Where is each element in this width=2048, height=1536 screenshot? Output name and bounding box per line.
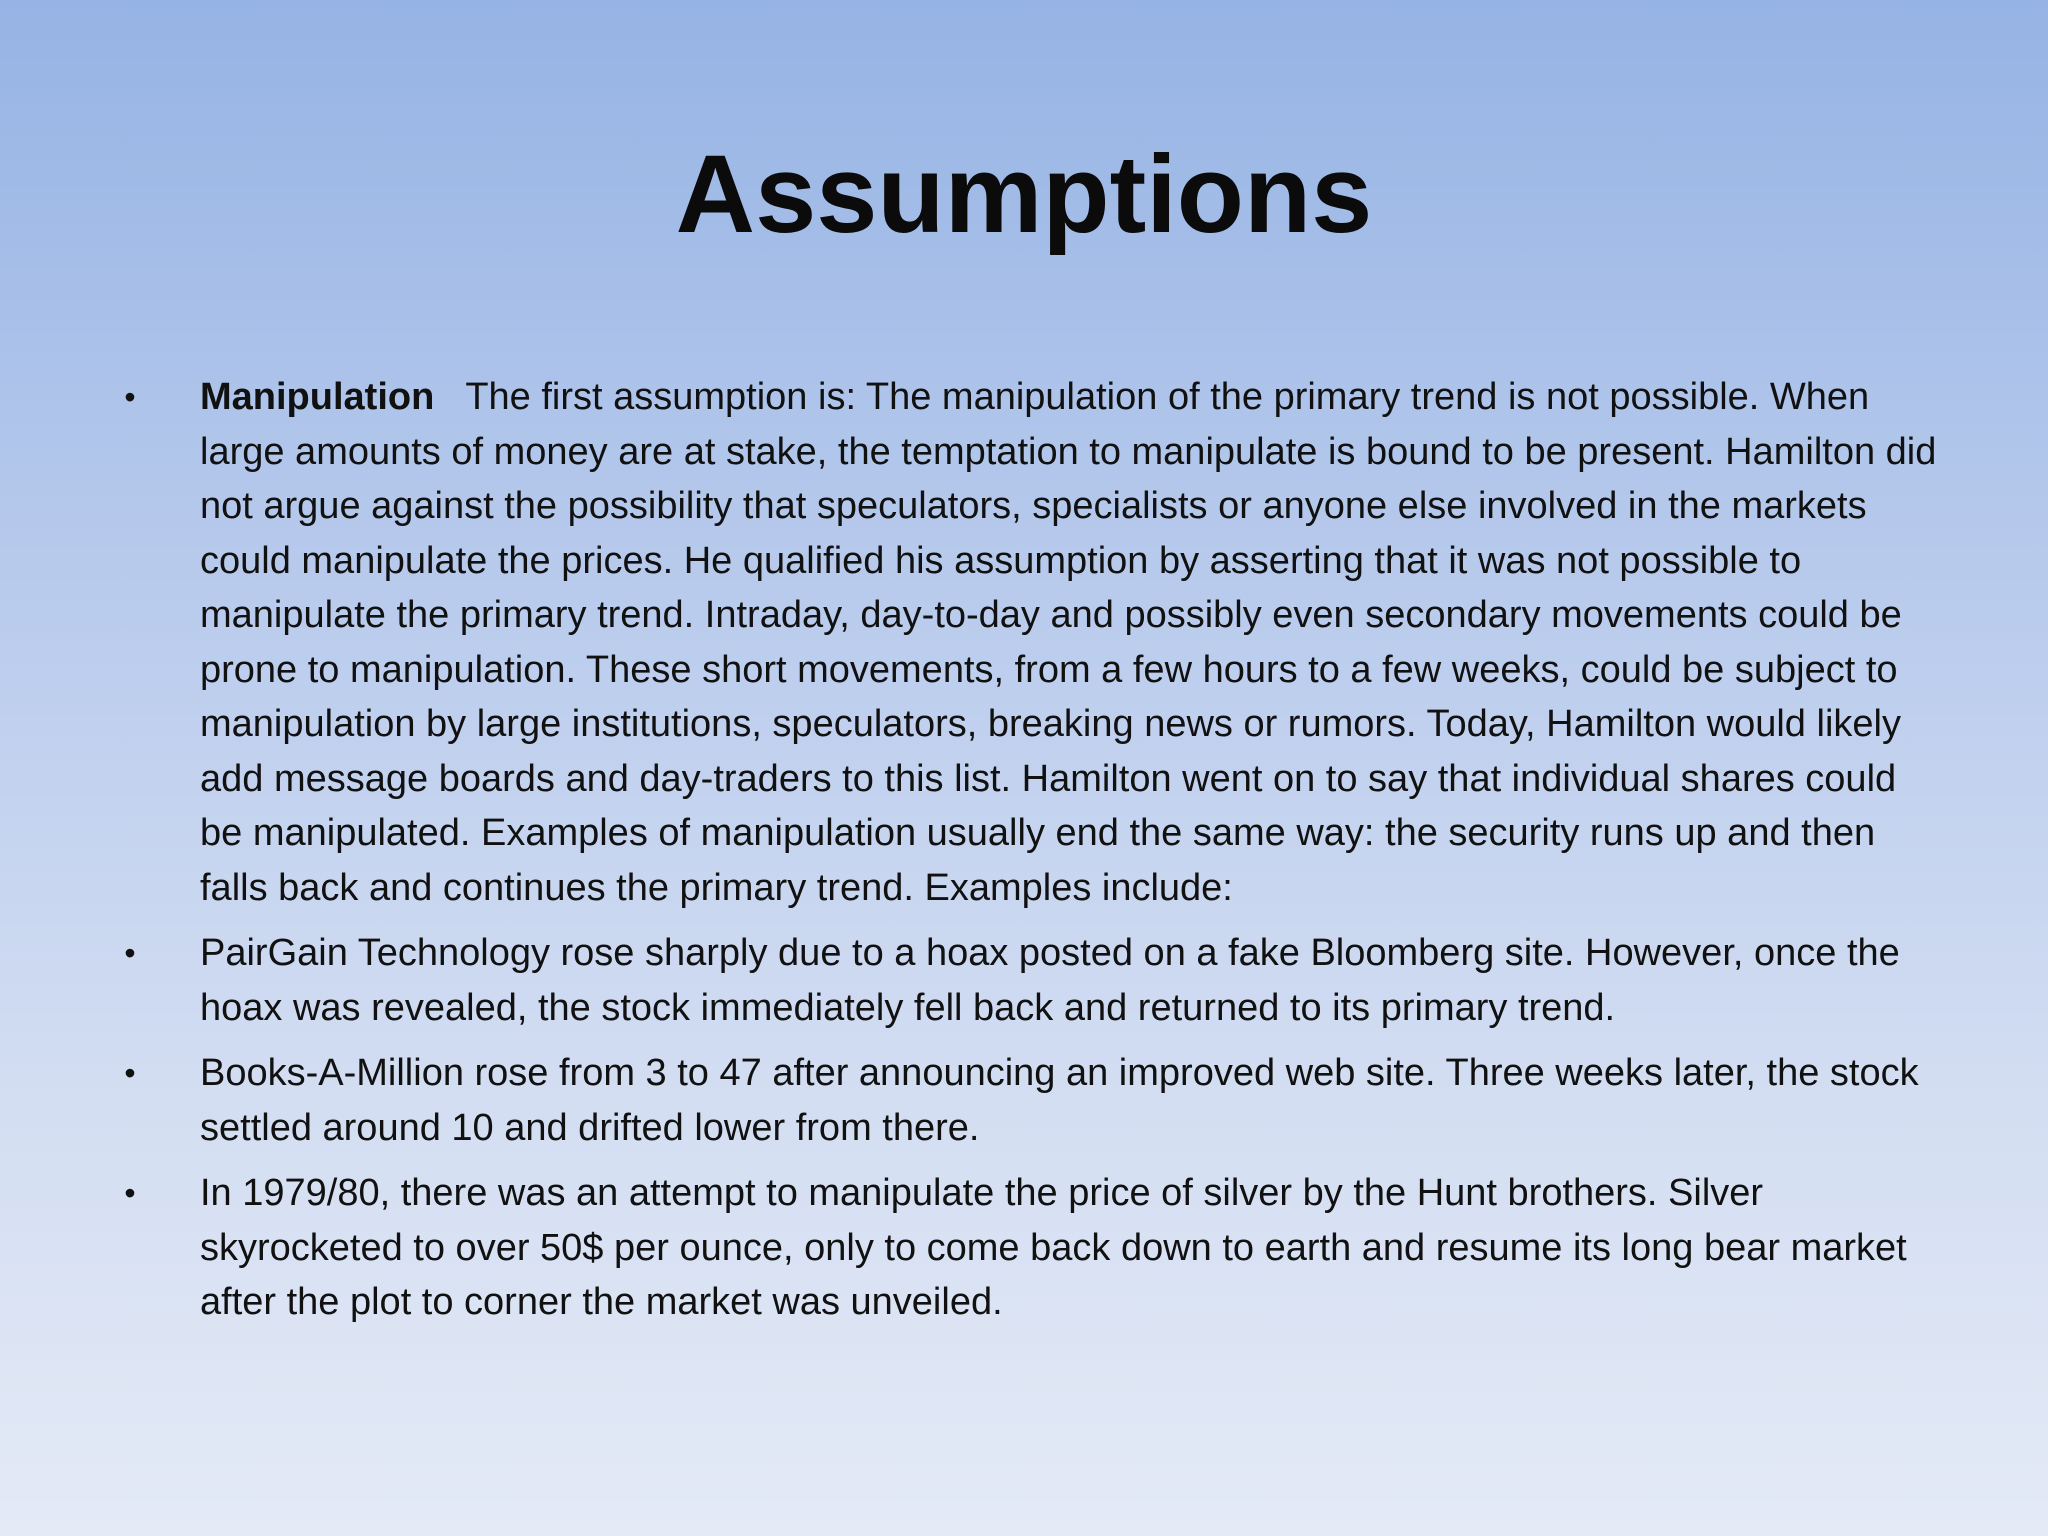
bullet-icon: •	[124, 379, 136, 415]
bullet-item-manipulation	[120, 370, 1940, 915]
bullet-text: PairGain Technology rose sharply due to a hoax posted on a fake Bloomberg site. However, once the hoax was revealed, the stock immediately fell back and returned to its primary trend.	[200, 932, 1900, 1029]
bullet-item-pairgain	[120, 926, 1940, 1035]
slide-title: Assumptions	[675, 133, 1373, 256]
bullet-icon: •	[124, 1055, 136, 1091]
bullet-text: In 1979/80, there was an attempt to manipulate the price of silver by the Hunt brothers. Silver skyrocketed to over 50$ per ounce, only to come back down to earth and resume its long bear market after the plot to corner the market was unveiled.	[200, 1172, 1907, 1323]
bullet-icon: •	[124, 935, 136, 971]
bullet-icon: •	[124, 1175, 136, 1211]
bullet-list	[120, 370, 1940, 1341]
bullet-text: Books-A-Million rose from 3 to 47 after announcing an improved web site. Three weeks later, the stock settled around 10 and drifted lower from there.	[200, 1052, 1919, 1149]
bullet-item-hunt-brothers	[120, 1166, 1940, 1330]
bullet-item-books-a-million	[120, 1046, 1940, 1155]
bullet-text: The first assumption is: The manipulation of the primary trend is not possible. When large amounts of money are at stake, the temptation to manipulate is bound to be present. Hamilton did not argue against the possibility that speculators, specialists or anyone else involved in the markets could manipulate the prices. He qualified his assumption by asserting that it was not possible to manipulate the primary trend. Intraday, day-to-day and possibly even secondary movements could be prone to manipulation. These short movements, from a few hours to a few weeks, could be subject to manipulation by large institutions, speculators, breaking news or rumors. Today, Hamilton would likely add message boards and day-traders to this list. Hamilton went on to say that individual shares could be manipulated. Examples of manipulation usually end the same way: the security runs up and then falls back and continues the primary trend. Examples include:	[200, 376, 1937, 909]
bullet-lead: Manipulation	[200, 376, 435, 418]
